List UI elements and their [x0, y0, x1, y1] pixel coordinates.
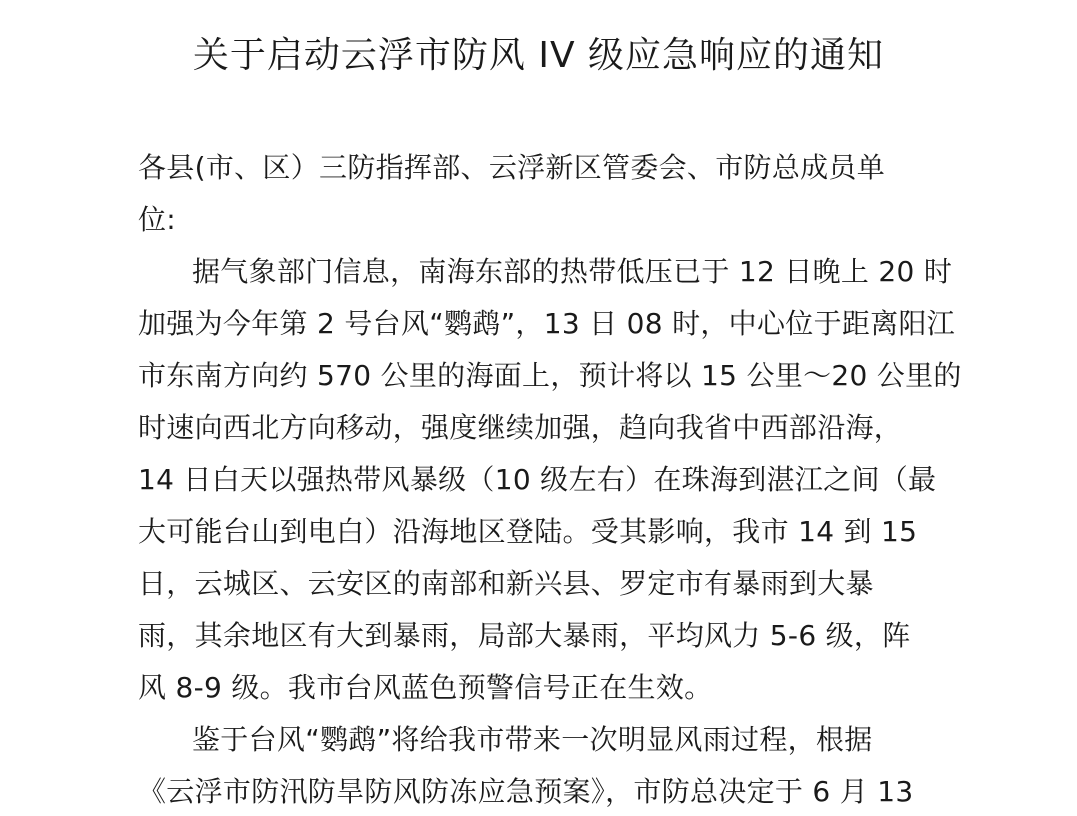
paragraph-1-line-1: 据气象部门信息，南海东部的热带低压已于 12 日晚上 20 时	[192, 255, 953, 288]
paragraph-1-line-2: 加强为今年第 2 号台风“鹦鹉”，13 日 08 时，中心位于距离阳江	[138, 307, 956, 340]
paragraph-1-line-7: 日，云城区、云安区的南部和新兴县、罗定市有暴雨到大暴	[138, 567, 874, 600]
paragraph-1-line-4: 时速向西北方向移动，强度继续加强，趋向我省中西部沿海，	[138, 411, 903, 444]
salutation-line-2: 位:	[138, 203, 177, 236]
document-title: 关于启动云浮市防风 IV 级应急响应的通知	[192, 35, 885, 76]
paragraph-2-line-2: 《云浮市防汛防旱防风防冻应急预案》，市防总决定于 6 月 13	[138, 775, 914, 808]
salutation-line-1: 各县(市、区）三防指挥部、云浮新区管委会、市防总成员单	[138, 151, 886, 184]
paragraph-2-line-1: 鉴于台风“鹦鹉”将给我市带来一次明显风雨过程，根据	[192, 723, 873, 756]
paragraph-1-line-9: 风 8-9 级。我市台风蓝色预警信号正在生效。	[138, 671, 713, 704]
paragraph-1-line-8: 雨，其余地区有大到暴雨，局部大暴雨，平均风力 5-6 级，阵	[138, 619, 911, 652]
paragraph-1-line-3: 市东南方向约 570 公里的海面上，预计将以 15 公里～20 公里的	[138, 359, 962, 392]
paragraph-1-line-6: 大可能台山到电白）沿海地区登陆。受其影响，我市 14 到 15	[138, 515, 918, 548]
paragraph-1-line-5: 14 日白天以强热带风暴级（10 级左右）在珠海到湛江之间（最	[138, 463, 937, 496]
